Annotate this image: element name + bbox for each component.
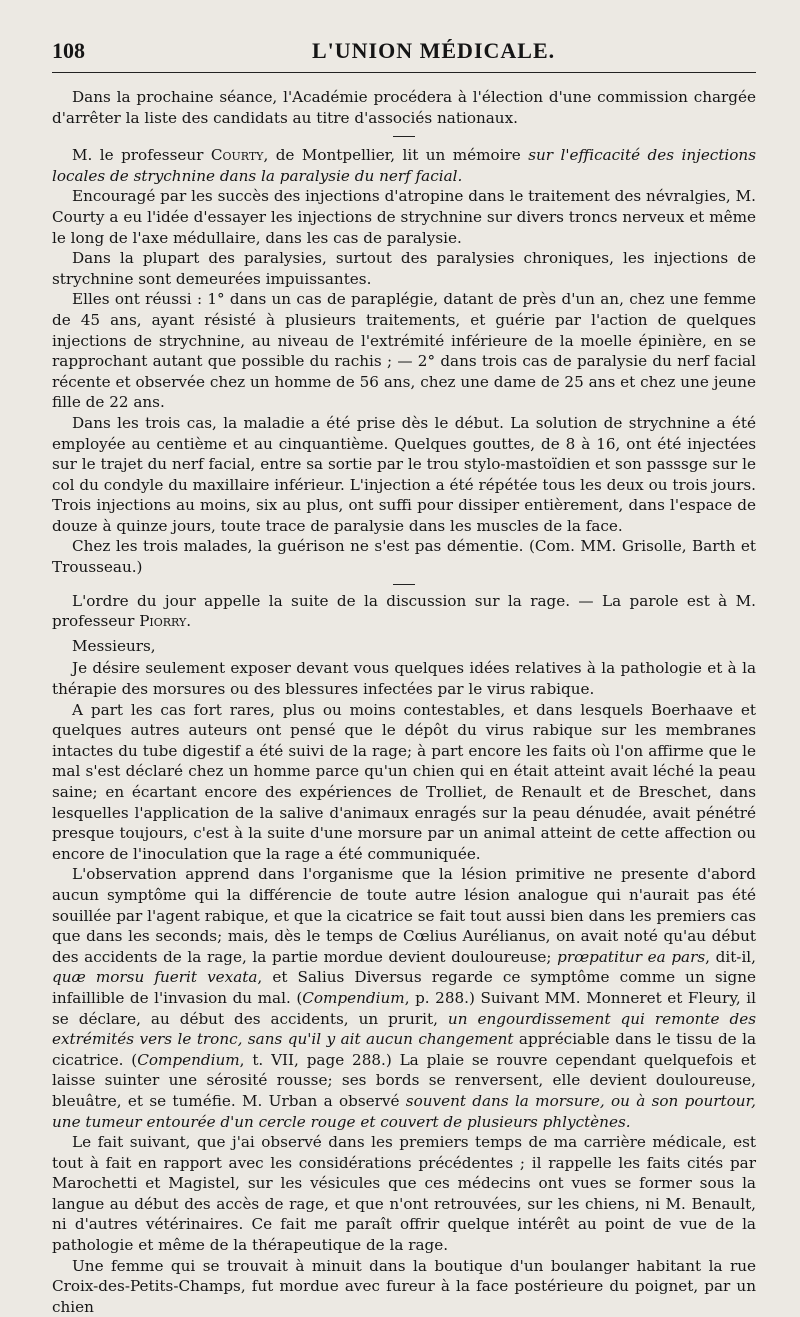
memoir-title: sur l'efficacité des injections locales de strychnine dans la paralysie du nerf facial.	[52, 146, 756, 185]
author-name-piorry: Piorry	[139, 612, 187, 631]
section-separator	[393, 136, 415, 137]
order-text: L'ordre du jour appelle la suite de la discussion sur la rage. — La parole est à M. professeur	[52, 591, 756, 631]
paragraph-atropine: Encouragé par les succès des injections d'atropine dans le traitement des névralgies, M. Courty a eu l'idée d'essayer les injections de strychnine sur divers troncs nerveux et même le long de l'axe médullaire, dans les cas de paralysie.	[52, 187, 756, 247]
observation-text-d: , p. 288.) Suivant MM. Monneret et Fleury, il se déclare, au début des accidents, un prurit,	[52, 988, 756, 1028]
header-rule	[52, 72, 756, 73]
order-end: .	[186, 612, 192, 631]
compendium-ref-1: Compendium	[302, 988, 405, 1007]
courty-mid-text: , de Montpellier, lit un mémoire	[263, 146, 529, 165]
paragraph-observation	[52, 864, 756, 1132]
compendium-ref-2: Compendium	[137, 1050, 240, 1069]
observation-text-c: , et Salius Diversus regarde ce symptôme comme un signe infaillible de l'invasion du mal. (	[52, 968, 756, 1007]
paragraph-rare-cases: A part les cas fort rares, plus ou moins contestables, et dans lesquels Boerhaave et quelques autres auteurs ont pensé que le dépôt du virus rabique sur les membranes intactes du tube digestif a été suivi de la rage; à part encore les faits où l'on affirme que le mal s'est déclaré chez un homme parce qu'un chien qui en était atteint avait léché la peau saine; en écartant encore des expériences de Trolliet, de Renault et de Breschet, dans lesquelles l'application de la salive d'animaux enragés sur la peau dénudée, avait pénétré presque toujours, c'est à la suite d'une morsure par un animal atteint de cette affection ou encore de l'inoculation que la rage a été communiquée.	[52, 700, 756, 863]
courty-intro-text: M. le professeur	[72, 146, 211, 165]
paragraph-commission: Chez les trois malades, la guérison ne s'est pas démentie. (Com. MM. Grisolle, Barth et Trousseau.)	[52, 537, 756, 577]
paragraph-successes: Elles ont réussi : 1° dans un cas de paraplégie, datant de près d'un an, chez une femme de 45 ans, ayant résisté à plusieurs traitements, et guérie par l'action de quelques injections de strychnine, au niveau de l'extrémité inférieure de la moelle épinière, en se rapprochant autant que possible du rachis ; — 2° dans trois cas de paralysie du nerf facial récente et observée chez un homme de 56 ans, chez une dame de 25 ans et chez une jeune fille de 22 ans.	[52, 290, 756, 412]
speech-greeting: Messieurs,	[72, 636, 156, 655]
observation-text-e: appréciable dans le tissu de la cicatrice. (	[52, 1030, 756, 1069]
paragraph-intent: Je désire seulement exposer devant vous quelques idées relatives à la pathologie et à la thérapie des morsures ou des blessures infectées par le virus rabique.	[52, 659, 756, 699]
section-separator-2	[393, 584, 415, 585]
latin-quote-2: quæ morsu fuerit vexata	[52, 968, 258, 987]
paragraph-order-of-day	[52, 591, 756, 632]
observation-text-f: , t. VII, page 288.) La plaie se rouvre cependant quelquefois et laisse suinter une sérosité rousse; ses bords se renversent, elle devient douloureuse, bleuâtre, et se tuméfie. M. Urban a observé	[52, 1050, 757, 1110]
paragraph-courty-memoir	[52, 145, 756, 186]
paragraph-election: Dans la prochaine séance, l'Académie procédera à l'élection d'une commission chargée d'arrêter la liste des candidats au titre d'associés nationaux.	[52, 88, 756, 127]
journal-title: L'UNION MÉDICALE.	[312, 38, 556, 63]
italic-phrase-urban: souvent dans la morsure, ou à son pourtour, une tumeur entourée d'un cercle rouge et couvert de plusieurs phlyctènes.	[52, 1091, 756, 1131]
page-number: 108	[52, 38, 85, 63]
paragraph-following-fact: Le fait suivant, que j'ai observé dans les premiers temps de ma carrière médicale, est tout à fait en rapport avec les considérations précédentes ; il rappelle les faits cités par Marochetti et Magistel, sur les vésicules que ces médecins ont vues se former sous la langue au début des accès de rage, et que n'ont retrouvées, sur les chiens, ni M. Benault, ni d'autres vétérinaires. Ce fait me paraît offrir quelque intérêt au point de vue de la pathologie et même de la thérapeutique de la rage.	[52, 1133, 756, 1255]
italic-phrase-numbness: un engourdissement qui remonte des extrémités vers le tronc, sans qu'il y ait aucun changement	[52, 1009, 756, 1049]
paragraph-three-cases: Dans les trois cas, la maladie a été prise dès le début. La solution de strychnine a été employée au centième et au cinquantième. Quelques gouttes, de 8 à 16, ont été injectées sur le trajet du nerf facial, entre sa sortie par le trou stylo-mastoïdien et son passsge sur le col du condyle du maxillaire inférieur. L'injection a été répétée tous les deux ou trois jours. Trois injections au moins, six au plus, ont suffi pour dissiper entièrement, dans l'espace de douze à quinze jours, toute trace de paralysie dans les muscles de la face.	[52, 413, 756, 535]
observation-text-a: L'observation apprend dans l'organisme que la lésion primitive ne presente d'abord aucun symptôme qui la différencie de toute autre lésion analogue qui n'aurait pas été souillée par l'agent rabique, et que la cicatrice se fait tout aussi bien dans les premiers cas que dans les seconds; mais, dès le temps de Cœlius Aurélianus, on avait noté qu'au début des accidents de la rage, la partie mordue devient douloureuse;	[52, 865, 756, 966]
observation-text-b: , dit-il,	[705, 947, 756, 966]
running-header	[52, 38, 756, 72]
latin-quote-1: prœpatitur ea pars	[557, 947, 706, 966]
author-name-courty: Courty	[210, 146, 264, 165]
paragraph-chronic-paralysis: Dans la plupart des paralysies, surtout des paralysies chroniques, les injections de strychnine sont demeurées impuissantes.	[52, 249, 756, 288]
paragraph-woman-bitten: Une femme qui se trouvait à minuit dans la boutique d'un boulanger habitant la rue Croix-des-Petits-Champs, fut mordue avec fureur à la face postérieure du poignet, par un chien	[52, 1256, 756, 1316]
